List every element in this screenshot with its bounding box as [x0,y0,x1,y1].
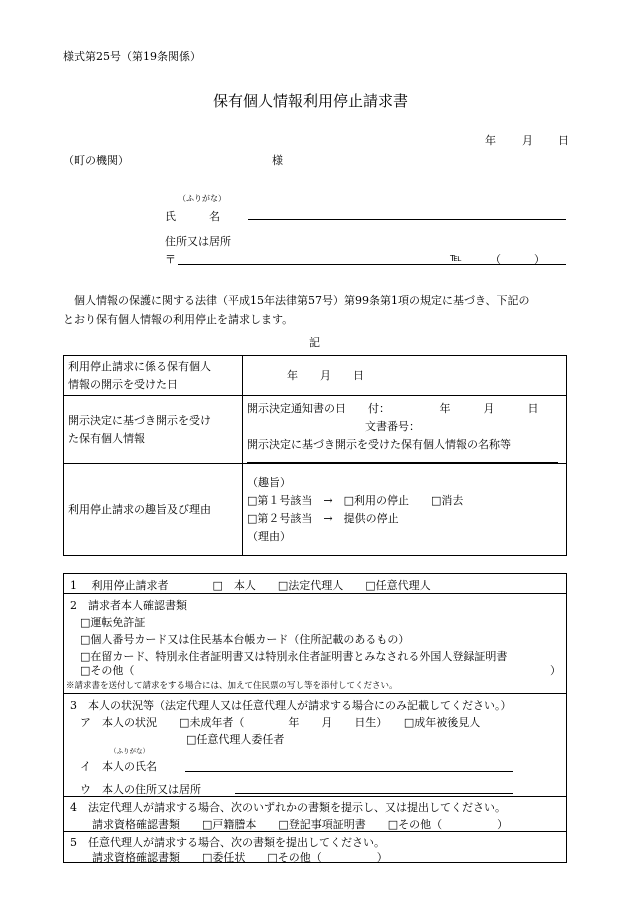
form-reference: 様式第25号（第19条関係） [63,50,201,63]
disclosed-date-label: 利用停止請求に係る保有個人 情報の開示を受けた日 [64,356,243,396]
intro-line-1: 個人情報の保護に関する法律（平成15年法律第57号）第99条第1項の規定に基づき、下記の [74,294,530,307]
section-2-title: 2 請求者本人確認書類 [70,599,187,612]
mail-note: ※請求書を送付して請求をする場合には、加えて住民票の写し等を添付してください。 [66,681,398,691]
disclosed-info-value[interactable]: 開示決定通知書の日 付： 年 月 日 文書番号： 開示決定に基づき開示を受けた保有個人情報の名称等 [243,396,567,464]
disclosed-date-value[interactable]: 年 月 日 [243,356,567,396]
postal-mark: 〒 [165,253,176,266]
addressee-honorific: 様 [272,154,283,167]
section-5-title: 5 任意代理人が請求する場合、次の書類を提出してください。 [70,836,385,849]
id-doc-license[interactable]: □運転免許証 [80,616,146,629]
principal-name-label: イ 本人の氏名 [80,760,157,773]
tel-paren: （ ） [490,253,545,266]
name-field[interactable] [248,219,566,220]
principal-furigana: （ふりがな） [110,747,149,755]
date-month: 月 [522,134,533,147]
purpose-reason-label: 利用停止請求の趣旨及び理由 [64,464,243,556]
principal-address-field[interactable] [235,793,513,794]
principal-status[interactable]: ア 本人の状況 □未成年者（ 年 月 日生） □成年被後見人 [80,716,481,729]
address-label: 住所又は居所 [165,235,231,248]
date-day: 日 [558,134,569,147]
principal-name-field[interactable] [185,771,513,772]
id-doc-mynumber[interactable]: □個人番号カード又は住民基本台帳カード（住所記載のあるもの） [80,633,410,646]
intro-line-2: とおり保有個人情報の利用停止を請求します。 [63,313,294,326]
date-year: 年 [485,134,496,147]
legal-agent-docs[interactable]: 請求資格確認書類 □戸籍謄本 □登記事項証明書 □その他（ ） [92,818,509,831]
request-details-table [63,355,567,556]
tel-label: ℡ [450,251,462,264]
id-doc-other-close: ） [550,664,561,677]
section-3-title: 3 本人の状況等（法定代理人又は任意代理人が請求する場合にのみ記載してください。） [70,699,512,712]
principal-status-agent[interactable]: □任意代理人委任者 [186,733,285,746]
voluntary-agent-docs[interactable]: 請求資格確認書類 □委任状 □その他（ ） [92,851,388,864]
section-1: 1 利用停止請求者 □ 本人 □法定代理人 □任意代理人 [70,579,431,592]
addressee-org: （町の機関） [63,154,129,167]
purpose-reason-value[interactable]: （趣旨） □第１号該当 → □利用の停止 □消去 □第２号該当 → 提供の停止 （理由） [243,464,567,556]
disclosed-info-label: 開示決定に基づき開示を受け た保有個人情報 [64,396,243,464]
principal-address-label: ウ 本人の住所又は居所 [80,783,201,796]
ki-marker: 記 [309,336,320,349]
id-doc-residence[interactable]: □在留カード、特別永住者証明書又は特別永住者証明書とみなされる外国人登録証明書 [80,650,508,663]
name-label: 氏 名 [165,210,220,223]
id-doc-other[interactable]: □その他（ [80,664,135,677]
document-title: 保有個人情報利用停止請求書 [213,92,409,110]
section-4-title: 4 法定代理人が請求する場合、次のいずれかの書類を提示し、又は提出してください。 [70,801,506,814]
furigana-label: （ふりがな） [178,194,226,203]
